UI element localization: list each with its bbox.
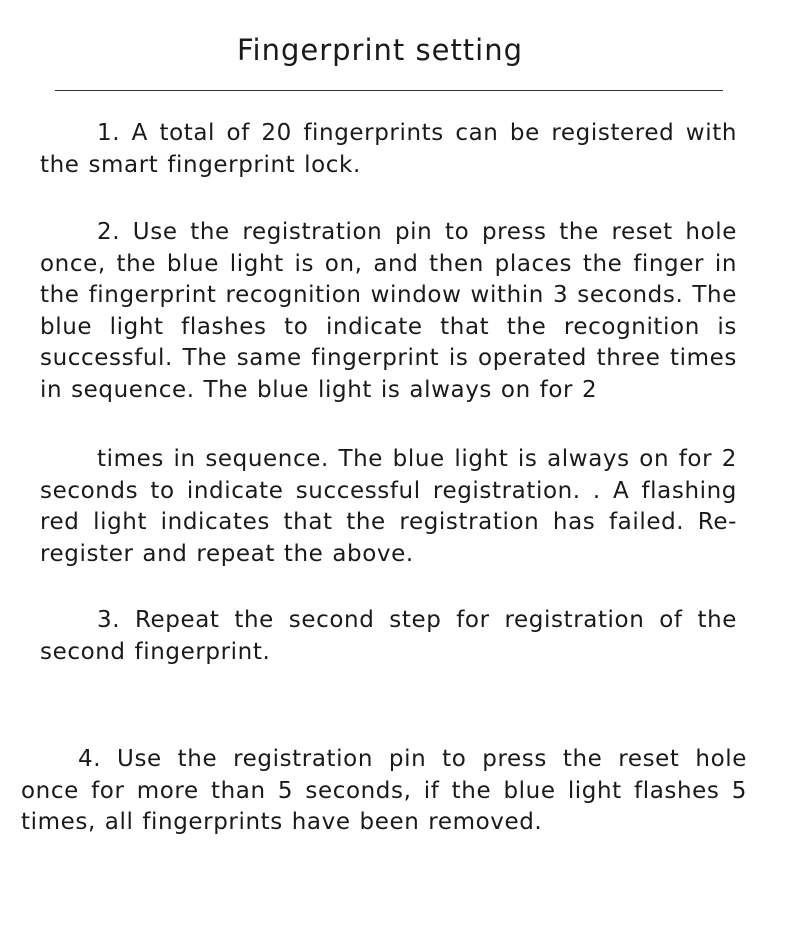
paragraph-step-4: 4. Use the registration pin to press the reset hole once for more than 5 seconds, if the blue light flashes 5 times, all fingerprints have been removed. — [21, 746, 747, 835]
paragraph-step-3: 3. Repeat the second step for registration of the second fingerprint. — [40, 607, 737, 665]
page-title: Fingerprint setting — [236, 33, 524, 67]
paragraph-step-1: 1. A total of 20 fingerprints can be registered with the smart fingerprint lock. — [40, 120, 737, 178]
title-divider — [55, 90, 723, 91]
paragraph-step-2: 2. Use the registration pin to press the reset hole once, the blue light is on, and then places the finger in the fingerprint recognition window within 3 seconds. The blue light flashes to indicate that the recognition is successful. The same fingerprint is operated three times in sequence. The blue light is always on for 2 — [40, 219, 737, 403]
paragraph-step-2-continued: times in sequence. The blue light is always on for 2 seconds to indicate successful registration. . A flashing red light indicates that the registration has failed. Re-register and repeat the above. — [40, 446, 737, 567]
